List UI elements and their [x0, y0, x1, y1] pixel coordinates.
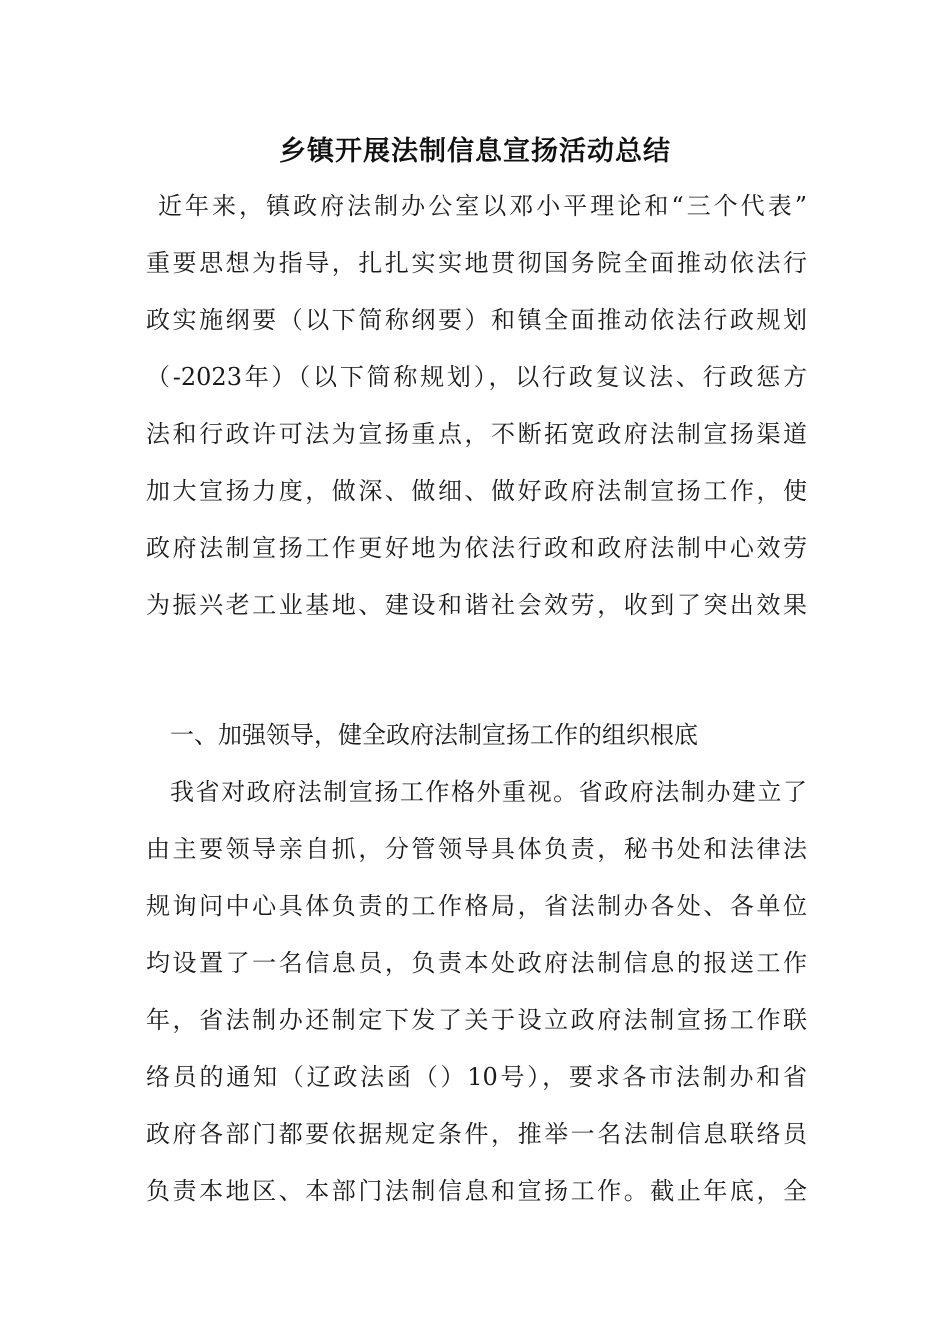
document-title: 乡镇开展法制信息宣扬活动总结 — [279, 136, 671, 167]
paragraph-line: 为振兴老工业基地、建设和谐社会效劳，收到了突出效果 — [146, 591, 807, 619]
paragraph-line: 我省对政府法制宣扬工作格外重视。省政府法制办建立了 — [170, 778, 807, 806]
paragraph-line: 加大宣扬力度，做深、做细、做好政府法制宣扬工作，使 — [146, 477, 807, 505]
paragraph-line: 络员的通知（辽政法函（）10号），要求各市法制办和省 — [146, 1063, 807, 1091]
paragraph-line: 近年来，镇政府法制办公室以邓小平理论和“三个代表” — [158, 192, 807, 220]
paragraph-line: 均设置了一名信息员，负责本处政府法制信息的报送工作 — [146, 949, 807, 977]
paragraph-line: 由主要领导亲自抓，分管领导具体负责，秘书处和法律法 — [146, 835, 807, 863]
paragraph-line: 政府各部门都要依据规定条件，推举一名法制信息联络员 — [146, 1120, 807, 1148]
paragraph-line: 政实施纲要（以下简称纲要）和镇全面推动依法行政规划 — [146, 306, 807, 334]
paragraph-line: 重要思想为指导，扎扎实实地贯彻国务院全面推动依法行 — [146, 249, 807, 277]
paragraph-line: 规询问中心具体负责的工作格局，省法制办各处、各单位 — [146, 892, 807, 920]
paragraph-line: 政府法制宣扬工作更好地为依法行政和政府法制中心效劳 — [146, 534, 807, 562]
section-heading: 一、加强领导，健全政府法制宣扬工作的组织根底 — [170, 721, 698, 749]
paragraph-line: （-2023年）（以下简称规划），以行政复议法、行政惩方 — [146, 363, 807, 391]
paragraph-line: 负责本地区、本部门法制信息和宣扬工作。截止年底，全 — [146, 1177, 807, 1205]
paragraph-line: 年，省法制办还制定下发了关于设立政府法制宣扬工作联 — [146, 1006, 807, 1034]
paragraph-line: 法和行政许可法为宣扬重点，不断拓宽政府法制宣扬渠道 — [146, 420, 807, 448]
